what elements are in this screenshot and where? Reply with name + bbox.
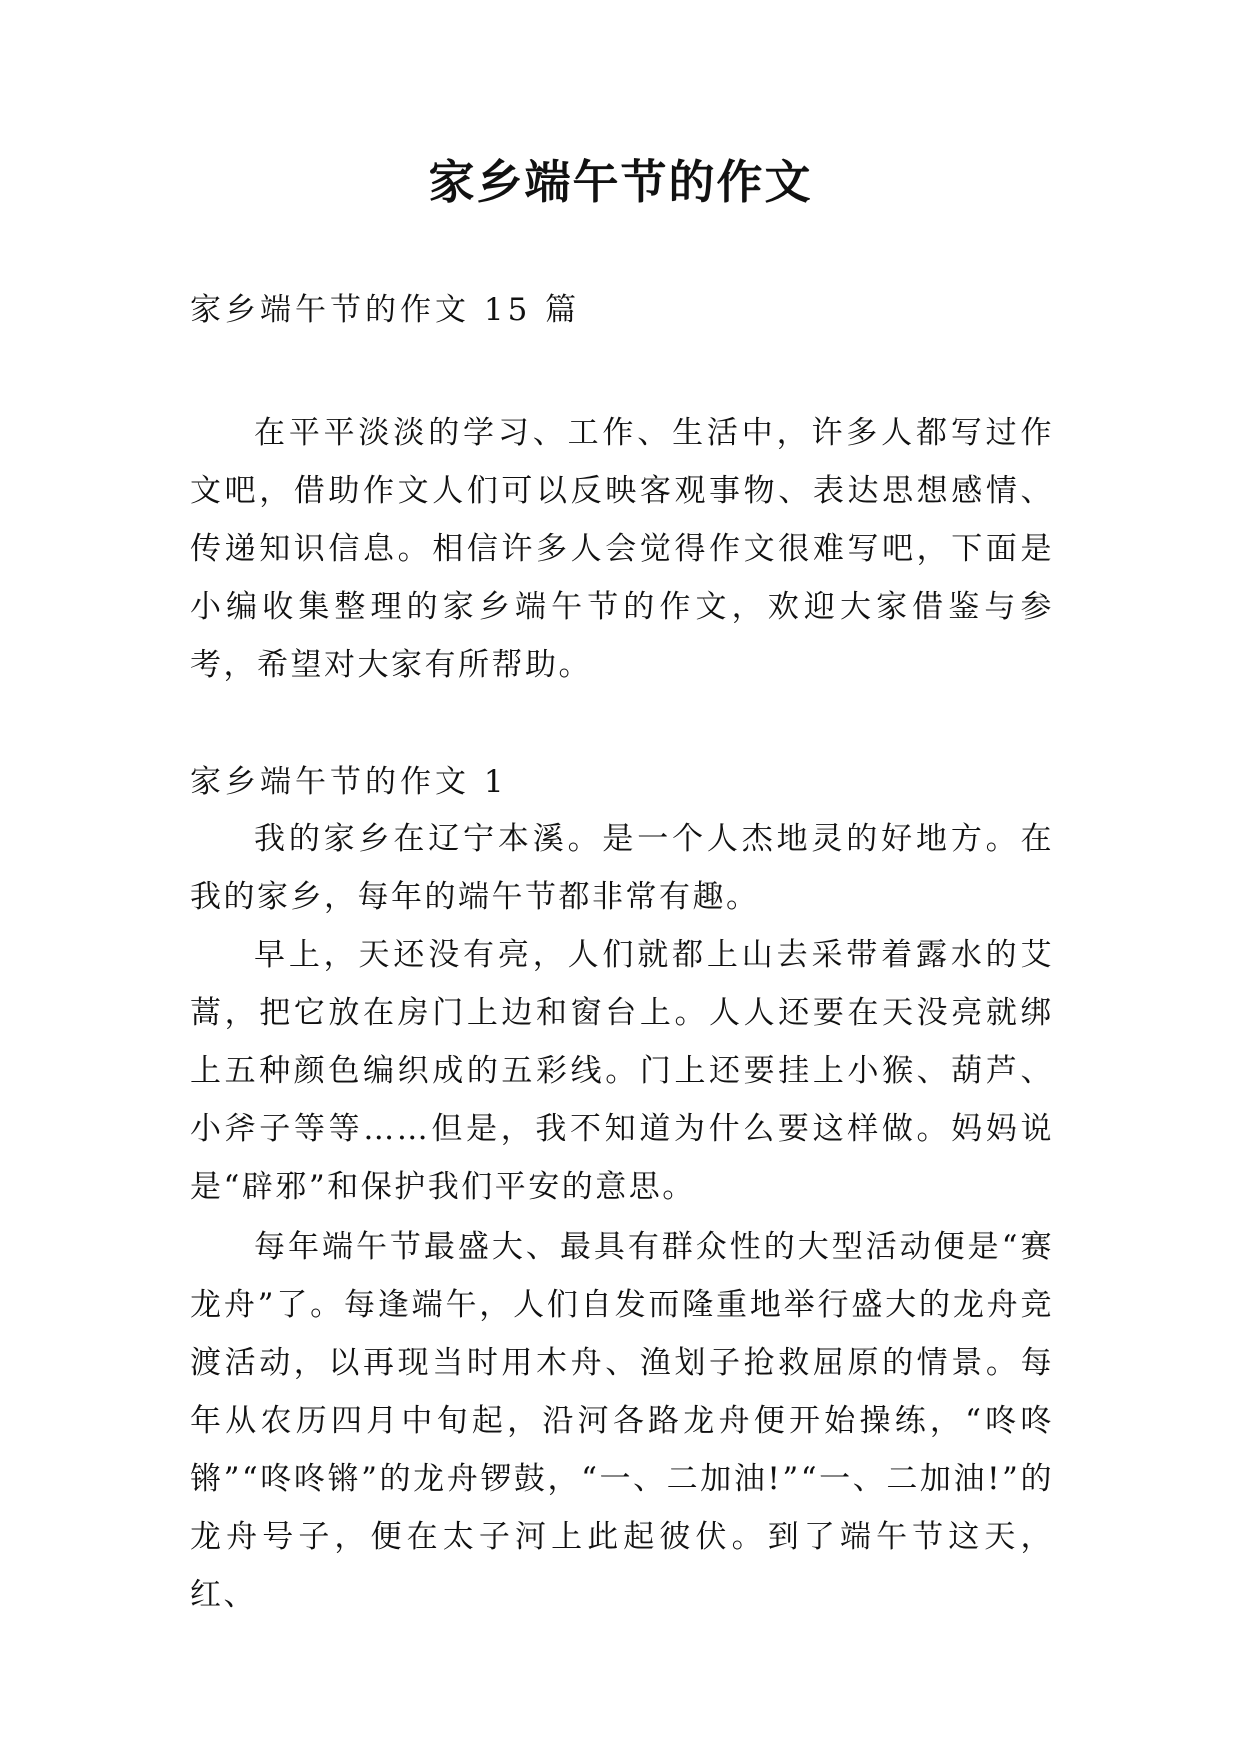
section-heading: 家乡端午节的作文 1	[190, 764, 508, 800]
intro-paragraph: 在平平淡淡的学习、工作、生活中，许多人都写过作文吧，借助作文人们可以反映客观事物、表达思想感情、传递知识信息。相信许多人会觉得作文很难写吧，下面是小编收集整理的家乡端午节的作文，欢迎大家借鉴与参考，希望对大家有所帮助。	[190, 415, 1054, 683]
document-subtitle: 家乡端午节的作文 15 篇	[190, 292, 581, 328]
page-title: 家乡端午节的作文	[428, 155, 813, 209]
body-paragraph: 早上，天还没有亮，人们就都上山去采带着露水的艾蒿，把它放在房门上边和窗台上。人人还要在天没亮就绑上五种颜色编织成的五彩线。门上还要挂上小猴、葫芦、小斧子等等……但是，我不知道为什么要这样做。妈妈说是“辟邪”和保护我们平安的意思。	[190, 937, 1054, 1205]
body-paragraph: 我的家乡在辽宁本溪。是一个人杰地灵的好地方。在我的家乡，每年的端午节都非常有趣。	[190, 821, 1054, 915]
body-paragraph: 每年端午节最盛大、最具有群众性的大型活动便是“赛龙舟”了。每逢端午，人们自发而隆重地举行盛大的龙舟竞渡活动，以再现当时用木舟、渔划子抢救屈原的情景。每年从农历四月中旬起，沿河各路龙舟便开始操练，“咚咚锵”“咚咚锵”的龙舟锣鼓，“一、二加油!”“一、二加油!”的龙舟号子，便在太子河上此起彼伏。到了端午节这天，红、	[190, 1229, 1054, 1613]
